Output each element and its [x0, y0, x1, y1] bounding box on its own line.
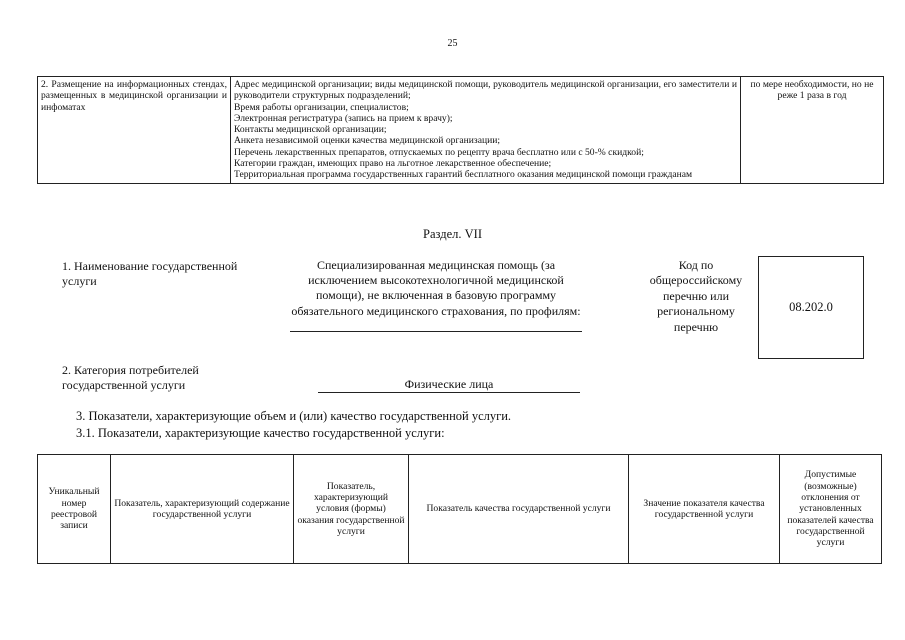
list-item: Категории граждан, имеющих право на льготное лекарственное обеспечение;	[234, 158, 552, 170]
quality-indicators-heading: 3.1. Показатели, характеризующие качество государственной услуги:	[76, 426, 445, 440]
code-label: Код по общероссийскому перечню или региональному перечню	[649, 258, 743, 334]
list-item: Контакты медицинской организации;	[234, 124, 387, 136]
quality-indicators-table	[37, 454, 882, 564]
list-item: Анкета независимой оценки качества медицинской организации;	[234, 135, 501, 147]
indicators-heading: 3. Показатели, характеризующие объем и (или) качество государственной услуги.	[76, 409, 512, 423]
list-item: Перечень лекарственных препаратов, отпускаемых по рецепту врача бесплатно или с 50-% скидкой;	[234, 146, 644, 158]
table-header-row	[38, 455, 882, 564]
list-item: Территориальная программа государственных гарантий бесплатного оказания медицинской помощи гражданам	[234, 169, 693, 181]
code-box	[758, 256, 864, 359]
header-cell-service-conditions: Показатель, характеризующий условия (формы) оказания государственной услуги	[294, 455, 409, 564]
consumer-category-underline	[318, 392, 580, 393]
header-cell-service-content: Показатель, характеризующий содержание государственной услуги	[111, 455, 294, 564]
table-row	[38, 77, 884, 184]
section-title: Раздел. VII	[423, 227, 482, 241]
header-cell-allowed-deviations: Допустимые (возможные) отклонения от установленных показателей качества государственной услуги	[780, 455, 882, 564]
header-cell-registry-number: Уникальный номер реестровой записи	[38, 455, 111, 564]
code-value: 08.202.0	[789, 300, 833, 314]
consumer-category-value: Физические лица	[404, 377, 494, 391]
information-placement-table	[37, 76, 884, 184]
page-number: 25	[447, 38, 458, 49]
list-item: Электронная регистратура (запись на прием к врачу);	[234, 112, 453, 124]
update-frequency-cell: по мере необходимости, но не реже 1 раза в год	[741, 77, 884, 184]
placement-method-cell: 2. Размещение на информационных стендах, размещенных в медицинской организации и инфоматах	[38, 77, 231, 184]
service-name-value: Специализированная медицинская помощь (за исключением высокотехнологичной медицинской помощи), не включенная в базовую программу обязательного медицинского страхования, по профилям:	[291, 258, 581, 318]
list-item: Время работы организации, специалистов;	[234, 101, 409, 113]
header-cell-indicator-value: Значение показателя качества государственной услуги	[629, 455, 780, 564]
service-name-underline	[290, 331, 582, 332]
list-item: Адрес медицинской организации; виды медицинской помощи, руководитель медицинской организации, его заместители и руководители структурных подразделений;	[234, 79, 737, 102]
placement-content-cell	[231, 77, 741, 184]
service-name-label: 1. Наименование государственной услуги	[62, 259, 238, 288]
consumer-category-label: 2. Категория потребителей государственной услуги	[62, 363, 199, 392]
header-cell-quality-indicator: Показатель качества государственной услуги	[409, 455, 629, 564]
